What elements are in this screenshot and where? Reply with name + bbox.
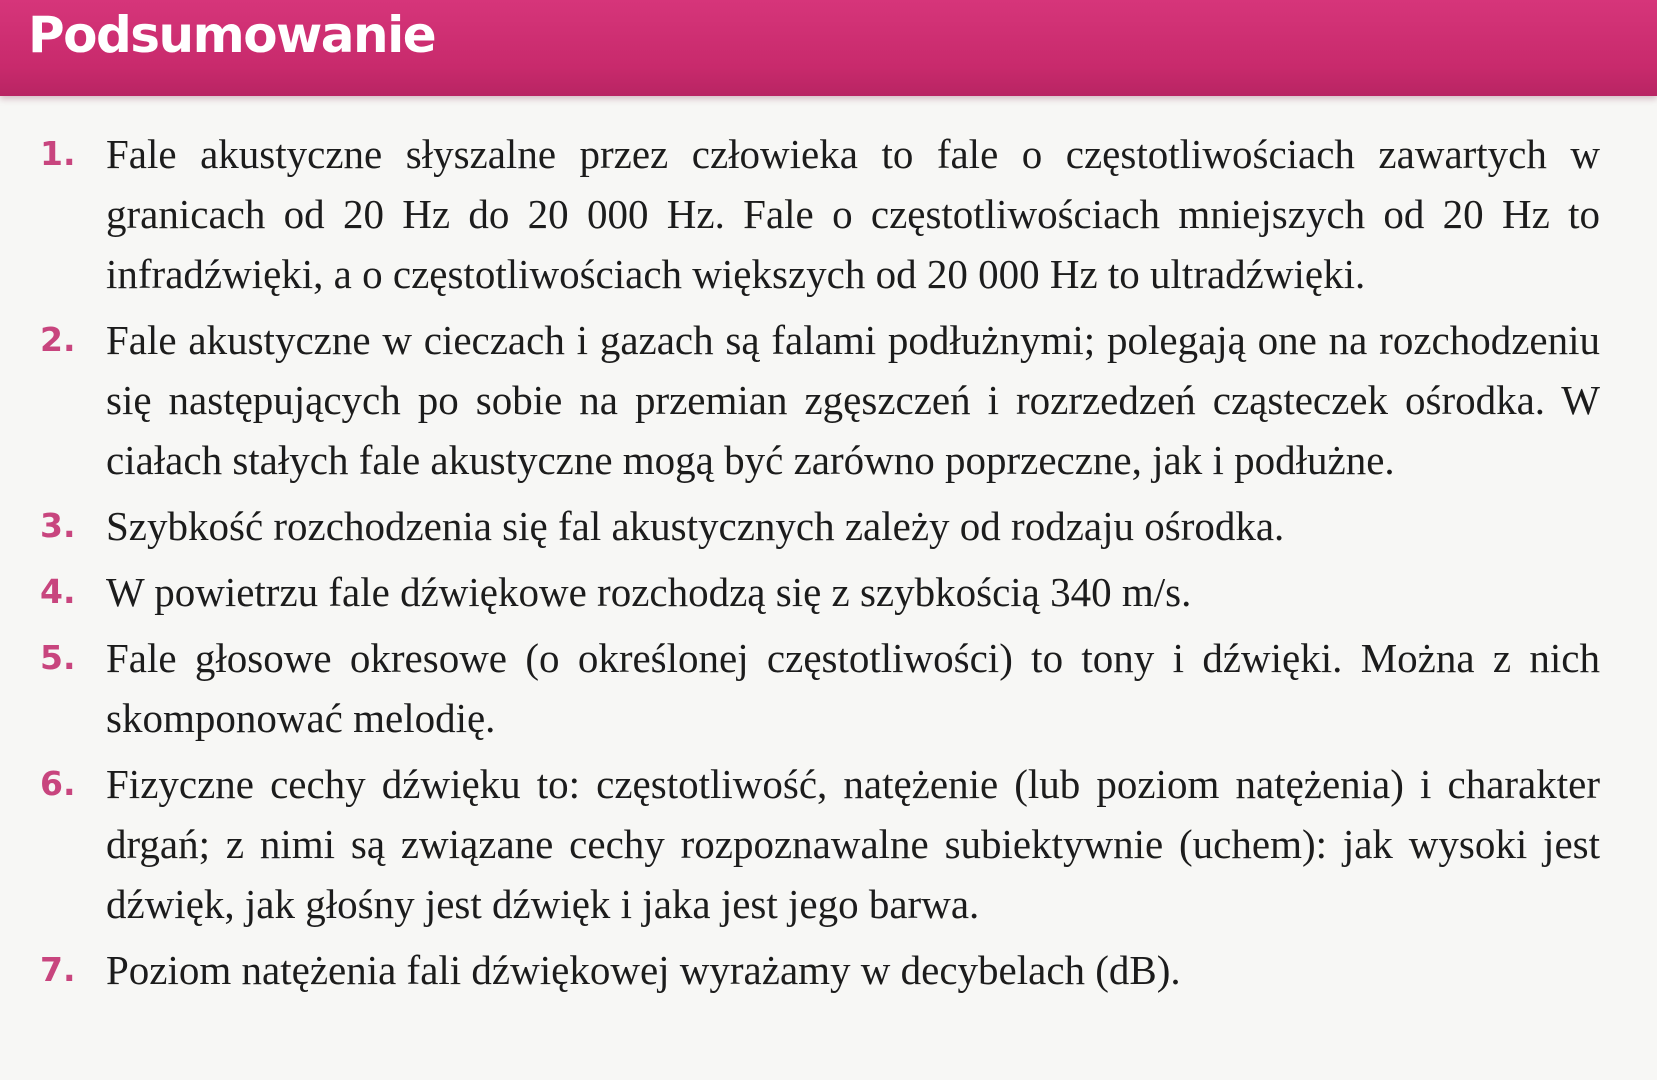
item-number: 3. (40, 506, 76, 545)
item-number: 7. (40, 950, 76, 989)
list-item (40, 310, 1600, 490)
item-text: Fale akustyczne słyszalne przez człowieka to fale o częstotliwościach zawartych w granicach od 20 Hz do 20 000 Hz. Fale o częstotliwościach mniejszych od 20 Hz to infradźwięki, a o częstotliwościach większych od 20 000 Hz to ultradźwięki. (106, 131, 1600, 297)
list-item (40, 940, 1600, 1000)
item-number: 4. (40, 572, 76, 611)
page-title: Podsumowanie (28, 6, 436, 64)
item-text: Fizyczne cechy dźwięku to: częstotliwość, natężenie (lub poziom natężenia) i charakter drgań; z nimi są związane cechy rozpoznawalne subiektywnie (uchem): jak wysoki jest dźwięk, jak głośny jest dźwięk i jaka jest jego barwa. (106, 761, 1600, 927)
item-number: 5. (40, 638, 76, 677)
item-text: Poziom natężenia fali dźwiękowej wyrażamy w decybelach (dB). (106, 947, 1181, 993)
list-item (40, 124, 1600, 304)
list-item (40, 496, 1600, 556)
summary-list (40, 124, 1600, 1006)
list-item (40, 562, 1600, 622)
item-text: Szybkość rozchodzenia się fal akustycznych zależy od rodzaju ośrodka. (106, 503, 1285, 549)
item-text: W powietrzu fale dźwiękowe rozchodzą się z szybkością 340 m/s. (106, 569, 1192, 615)
item-text: Fale akustyczne w cieczach i gazach są falami podłużnymi; polegają one na rozchodzeniu się następujących po sobie na przemian zgęszczeń i rozrzedzeń cząsteczek ośrodka. W ciałach stałych fale akustyczne mogą być zarówno poprzeczne, jak i podłużne. (106, 317, 1600, 483)
summary-header (0, 0, 1657, 96)
item-text: Fale głosowe okresowe (o określonej częstotliwości) to tony i dźwięki. Można z nich skomponować melodię. (106, 635, 1600, 741)
list-item (40, 754, 1600, 934)
item-number: 6. (40, 764, 76, 803)
item-number: 2. (40, 320, 76, 359)
item-number: 1. (40, 134, 76, 173)
list-item (40, 628, 1600, 748)
